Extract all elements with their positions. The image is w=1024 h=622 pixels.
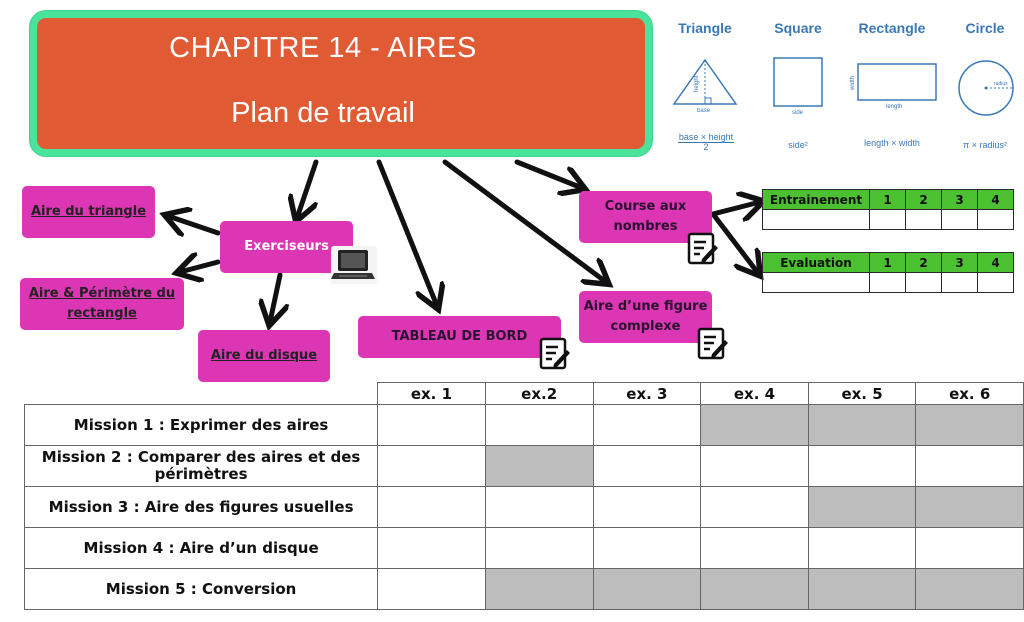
shape-circle-title: Circle	[965, 20, 1005, 36]
chapter-title-card	[30, 11, 652, 156]
node-aire-perimetre-rectangle[interactable]	[20, 278, 184, 330]
aire-disque-link[interactable]: Aire du disque	[210, 348, 318, 363]
exercise-header: ex. 5	[808, 383, 916, 405]
arrow-to-aire-rectangle	[180, 262, 218, 272]
entrainement-grid	[762, 189, 1014, 230]
entrainement-label: Entrainement	[763, 190, 870, 210]
exercise-cell	[916, 528, 1024, 569]
exercise-cell	[701, 528, 809, 569]
exercise-header: ex. 6	[916, 383, 1024, 405]
entrainement-col-header: 3	[942, 190, 978, 210]
exercise-cell	[701, 446, 809, 487]
evaluation-cell	[942, 273, 978, 293]
evaluation-col-header: 3	[942, 253, 978, 273]
evaluation-col-header: 1	[870, 253, 906, 273]
node-aire-figure-complexe[interactable]	[579, 291, 712, 343]
document-edit-icon	[686, 231, 720, 267]
arrow-to-tableau	[379, 162, 437, 306]
shape-rectangle-title: Rectangle	[858, 20, 926, 36]
node-tableau-de-bord[interactable]	[358, 316, 561, 358]
exercise-cell	[808, 528, 916, 569]
evaluation-col-header: 4	[978, 253, 1014, 273]
mission-name: Mission 3 : Aire des figures usuelles	[25, 487, 378, 528]
shaded-cell	[916, 405, 1024, 446]
shaded-cell	[485, 569, 593, 610]
mission-table	[24, 382, 1024, 610]
mission-row	[25, 569, 1024, 610]
entrainement-cell	[942, 210, 978, 230]
aire-triangle-link[interactable]: Aire du triangle	[30, 204, 147, 219]
shape-triangle-title: Triangle	[678, 20, 732, 36]
arrow-to-course	[517, 162, 582, 188]
square-formula: side²	[788, 140, 808, 150]
svg-text:radius: radius	[994, 81, 1008, 87]
mission-row	[25, 528, 1024, 569]
node-aire-triangle[interactable]	[22, 186, 155, 238]
svg-text:height: height	[694, 75, 700, 92]
evaluation-cell	[763, 273, 870, 293]
mission-name: Mission 5 : Conversion	[25, 569, 378, 610]
exercise-cell	[378, 528, 486, 569]
evaluation-col-header: 2	[906, 253, 942, 273]
exercise-cell	[593, 446, 701, 487]
shaded-cell	[916, 569, 1024, 610]
svg-text:side: side	[792, 110, 804, 116]
evaluation-cell	[906, 273, 942, 293]
node-aire-disque[interactable]	[198, 330, 330, 382]
arrow-to-aire-disque	[270, 275, 280, 322]
mission-row	[25, 405, 1024, 446]
evaluation-cell	[870, 273, 906, 293]
mission-row	[25, 446, 1024, 487]
chapter-subtitle: Plan de travail	[231, 97, 415, 129]
mission-table-corner	[25, 383, 378, 405]
svg-text:width: width	[850, 75, 856, 90]
exercise-header: ex.2	[485, 383, 593, 405]
exercise-cell	[808, 446, 916, 487]
shaded-cell	[808, 569, 916, 610]
exercise-header: ex. 1	[378, 383, 486, 405]
shaded-cell	[701, 569, 809, 610]
entrainement-cell	[906, 210, 942, 230]
shaded-cell	[485, 446, 593, 487]
exercise-cell	[378, 446, 486, 487]
exercise-cell	[485, 487, 593, 528]
chapter-title: CHAPITRE 14 - AIRES	[169, 32, 477, 64]
laptop-icon	[331, 246, 377, 284]
rectangle-formula: length × width	[864, 138, 920, 148]
aire-perimetre-rectangle-link[interactable]: Aire & Périmètre du rectangle	[28, 286, 176, 321]
document-edit-icon	[538, 336, 572, 372]
exercise-cell	[378, 487, 486, 528]
exercise-cell	[593, 528, 701, 569]
mission-name: Mission 2 : Comparer des aires et des périmètres	[25, 446, 378, 487]
circle-formula: π × radius²	[963, 140, 1007, 150]
entrainement-cell	[870, 210, 906, 230]
shaded-cell	[808, 487, 916, 528]
rectangle-icon	[848, 60, 940, 110]
entrainement-col-header: 2	[906, 190, 942, 210]
mission-name: Mission 4 : Aire d’un disque	[25, 528, 378, 569]
circle-icon	[956, 58, 1016, 118]
svg-text:length: length	[886, 104, 903, 110]
exercise-cell	[485, 405, 593, 446]
exercise-cell	[378, 405, 486, 446]
arrow-to-entrainement	[713, 202, 760, 214]
evaluation-label: Evaluation	[763, 253, 870, 273]
course-aux-nombres-label: Course aux nombres	[604, 199, 687, 234]
shaded-cell	[808, 405, 916, 446]
exercise-cell	[485, 528, 593, 569]
mission-name: Mission 1 : Exprimer des aires	[25, 405, 378, 446]
triangle-icon	[670, 56, 740, 114]
shaded-cell	[701, 405, 809, 446]
exercise-cell	[916, 446, 1024, 487]
shaded-cell	[593, 569, 701, 610]
shape-square-title: Square	[774, 20, 822, 36]
svg-text:base: base	[697, 108, 711, 114]
tableau-de-bord-label: TABLEAU DE BORD	[391, 329, 528, 344]
exercise-header: ex. 3	[593, 383, 701, 405]
exercise-cell	[593, 405, 701, 446]
exercise-header: ex. 4	[701, 383, 809, 405]
shaded-cell	[916, 487, 1024, 528]
shapes-formula-panel	[660, 14, 1024, 164]
evaluation-grid	[762, 252, 1014, 293]
exercise-cell	[378, 569, 486, 610]
aire-figure-complexe-label: Aire d’une figure complexe	[583, 299, 708, 334]
entrainement-col-header: 1	[870, 190, 906, 210]
entrainement-cell	[978, 210, 1014, 230]
exercise-cell	[701, 487, 809, 528]
document-edit-icon	[696, 326, 730, 362]
entrainement-col-header: 4	[978, 190, 1014, 210]
triangle-formula: $\frac{\text{base × height}}{2}$	[678, 132, 734, 152]
exerciseurs-label: Exerciseurs	[244, 239, 329, 254]
mission-row	[25, 487, 1024, 528]
exercise-cell	[593, 487, 701, 528]
arrow-to-exerciseurs	[297, 162, 316, 218]
entrainement-cell	[763, 210, 870, 230]
evaluation-cell	[978, 273, 1014, 293]
square-icon	[770, 56, 826, 116]
arrow-to-aire-triangle	[168, 216, 218, 233]
